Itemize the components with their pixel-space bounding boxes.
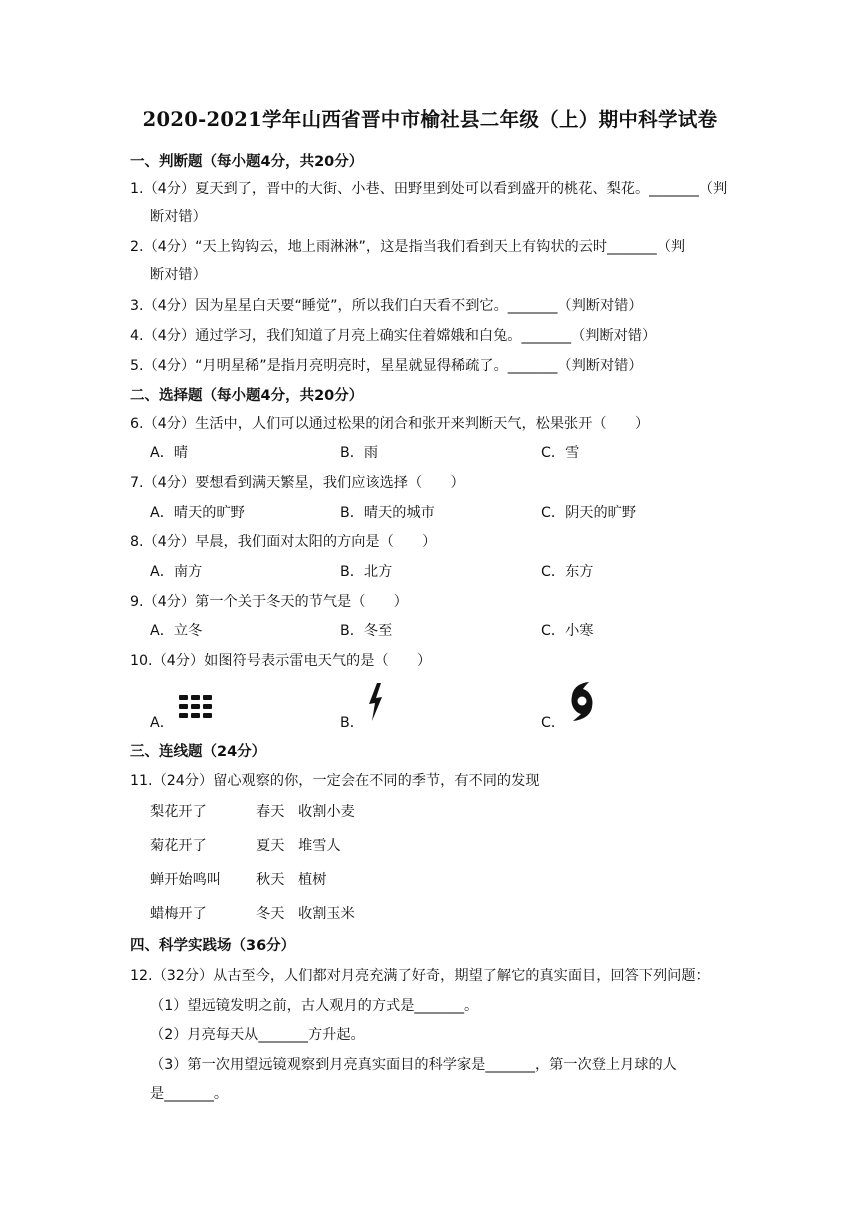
match-left-item: 蝉开始鸣叫 xyxy=(150,872,221,888)
section-heading: 三、连线题（24分） xyxy=(130,744,267,760)
question-3: 3.（4分）因为星星白天要“睡觉”，所以我们白天看不到它。_______（判断对错） xyxy=(130,298,643,314)
option-c: C． xyxy=(541,715,566,731)
question-2: 2.（4分）“天上钩钩云，地上雨淋淋”，这是指当我们看到天上有钩状的云时_______（判 xyxy=(130,239,686,255)
typhoon-symbol-icon xyxy=(565,680,599,722)
match-activity-item: 植树 xyxy=(298,872,327,888)
match-season-item: 夏天 xyxy=(256,838,285,854)
question-6: 6.（4分）生活中，人们可以通过松果的闭合和张开来判断天气，松果张开（ ） xyxy=(130,416,650,432)
option-c: C．阴天的旷野 xyxy=(541,505,637,521)
question-5: 5.（4分）“月明星稀”是指月亮明亮时，星星就显得稀疏了。_______（判断对错） xyxy=(130,358,643,374)
match-activity-item: 收割小麦 xyxy=(298,804,355,820)
question-9: 9.（4分）第一个关于冬天的节气是（ ） xyxy=(130,594,408,610)
match-activity-item: 堆雪人 xyxy=(298,838,341,854)
match-left-item: 梨花开了 xyxy=(150,804,207,820)
question-1-cont: 断对错） xyxy=(150,209,207,225)
match-left-item: 菊花开了 xyxy=(150,838,207,854)
match-left-item: 蜡梅开了 xyxy=(150,906,207,922)
question-12: 12.（32分）从古至今，人们都对月亮充满了好奇，期望了解它的真实面目，回答下列问题： xyxy=(130,968,710,984)
question-12-part-3: （3）第一次用望远镜观察到月亮真实面目的科学家是_______，第一次登上月球的人 xyxy=(150,1057,677,1073)
question-12-part-3-cont: 是_______。 xyxy=(150,1086,229,1102)
question-10: 10.（4分）如图符号表示雷电天气的是（ ） xyxy=(130,653,432,669)
section-heading: 四、科学实践场（36分） xyxy=(130,938,296,954)
match-season-item: 秋天 xyxy=(256,872,285,888)
match-season-item: 春天 xyxy=(256,804,285,820)
match-season-item: 冬天 xyxy=(256,906,285,922)
rain-fog-symbol-icon xyxy=(176,692,216,722)
question-4: 4.（4分）通过学习，我们知道了月亮上确实住着嫦娥和白兔。_______（判断对错） xyxy=(130,328,657,344)
option-a: A．南方 xyxy=(150,564,203,580)
section-heading: 二、选择题（每小题4分，共20分） xyxy=(130,388,364,404)
option-c: C．小寒 xyxy=(541,623,594,639)
section-heading: 一、判断题（每小题4分，共20分） xyxy=(130,154,364,170)
option-a: A．晴 xyxy=(150,445,189,461)
option-c: C．东方 xyxy=(541,564,594,580)
option-a: A．晴天的旷野 xyxy=(150,505,245,521)
question-12-part-1: （1）望远镜发明之前，古人观月的方式是_______。 xyxy=(150,998,479,1014)
question-7: 7.（4分）要想看到满天繁星，我们应该选择（ ） xyxy=(130,475,465,491)
match-activity-item: 收割玉米 xyxy=(298,906,355,922)
option-a: A． xyxy=(150,715,174,731)
question-2-cont: 断对错） xyxy=(150,267,207,283)
page-title: 2020-2021学年山西省晋中市榆社县二年级（上）期中科学试卷 xyxy=(142,108,718,131)
question-11: 11.（24分）留心观察的你，一定会在不同的季节，有不同的发现 xyxy=(130,773,540,789)
option-b: B．晴天的城市 xyxy=(340,505,435,521)
option-a: A．立冬 xyxy=(150,623,203,639)
option-c: C．雪 xyxy=(541,445,580,461)
question-12-part-2: （2）月亮每天从_______方升起。 xyxy=(150,1027,365,1043)
lightning-symbol-icon xyxy=(365,682,385,722)
option-b: B．北方 xyxy=(340,564,393,580)
question-8: 8.（4分）早晨，我们面对太阳的方向是（ ） xyxy=(130,534,437,550)
option-b: B．冬至 xyxy=(340,623,393,639)
option-b: B．雨 xyxy=(340,445,379,461)
question-1: 1.（4分）夏天到了，晋中的大街、小巷、田野里到处可以看到盛开的桃花、梨花。_______（判 xyxy=(130,181,728,197)
option-b: B． xyxy=(340,715,364,731)
